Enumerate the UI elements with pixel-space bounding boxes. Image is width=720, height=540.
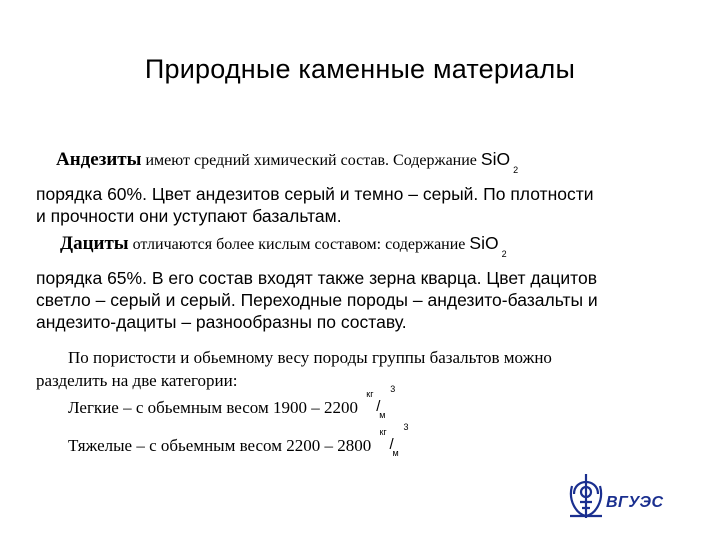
- heavy-density-unit: [375, 422, 411, 466]
- light-unit-slash: /: [376, 398, 381, 415]
- andesite-lead-line: [36, 148, 686, 173]
- andesite-text-line-2: и прочности они уступают базальтам.: [36, 206, 342, 226]
- heavy-unit-m: м: [392, 448, 399, 458]
- light-density-unit: [362, 384, 398, 428]
- dacite-subscript: 2: [501, 249, 507, 259]
- dacite-text-line-3: андезито-дациты – разнообразны по составу.: [36, 312, 407, 332]
- heavy-category-line: [68, 422, 411, 466]
- light-unit-exp: 3: [390, 384, 396, 394]
- andesite-lead: имеют средний химический состав. Содержание: [141, 152, 481, 169]
- porosity-paragraph: [36, 346, 686, 392]
- light-category-text: Легкие – с обьемным весом 1900 – 2200: [68, 398, 363, 417]
- porosity-line-2: разделить на две категории:: [36, 371, 238, 390]
- dacite-text-line-1: порядка 65%. В его состав входят также зерна кварца. Цвет дацитов: [36, 268, 598, 288]
- dacite-paragraph: [36, 232, 686, 333]
- andesite-term: Андезиты: [56, 149, 142, 170]
- dacite-text-line-2: светло – серый и серый. Переходные породы – андезито-базальты и: [36, 290, 598, 310]
- porosity-line-1: По пористости и обьемному весу породы группы базальтов можно: [68, 348, 552, 367]
- dacite-term: Дациты: [60, 233, 129, 254]
- slide-title: Природные каменные материалы: [144, 54, 576, 84]
- logo-text: ВГУЭС: [606, 494, 664, 511]
- heavy-category-text: Тяжелые – с обьемным весом 2200 – 2800: [68, 436, 376, 455]
- andesite-sio: SiO: [480, 149, 511, 169]
- heavy-unit-kg: кг: [379, 427, 387, 437]
- light-unit-kg: кг: [366, 389, 374, 399]
- dacite-lead-line: [36, 232, 686, 257]
- light-category-line: [68, 384, 398, 428]
- dacite-sio: SiO: [469, 233, 499, 253]
- light-unit-m: м: [379, 410, 386, 420]
- dacite-lead: отличаются более кислым составом: содержание: [128, 236, 470, 253]
- andesite-paragraph: [36, 148, 686, 227]
- andesite-text-line-1: порядка 60%. Цвет андезитов серый и темно – серый. По плотности: [36, 184, 594, 204]
- heavy-unit-slash: /: [389, 436, 394, 453]
- heavy-unit-exp: 3: [403, 422, 409, 432]
- andesite-subscript: 2: [513, 165, 519, 175]
